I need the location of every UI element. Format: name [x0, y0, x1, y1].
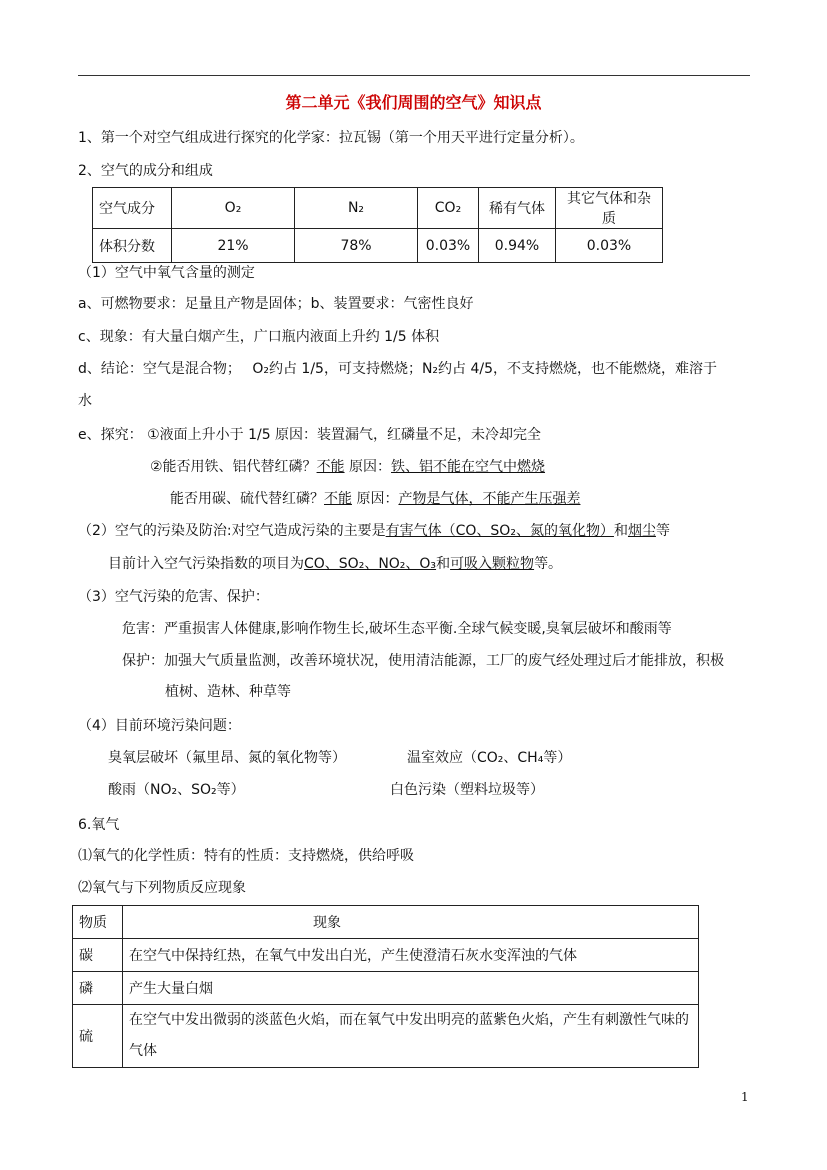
issue-acid-rain: 酸雨（NO₂、SO₂等）: [108, 782, 245, 798]
answer-text: 不能: [316, 459, 345, 475]
section-3-protect-cont: 植树、造林、种草等: [165, 684, 291, 700]
pollutant-gases: 有害气体（CO、SO₂、氮的氧化物）: [385, 523, 614, 539]
table-cell: 21%: [172, 229, 295, 263]
reason-label: 原因：: [344, 459, 392, 475]
section-1-title: （1）空气中氧气含量的测定: [78, 265, 255, 281]
table-row: [93, 229, 663, 263]
reason-label: 原因：: [352, 491, 399, 507]
issue-ozone: 臭氧层破坏（氟里昂、氮的氧化物等）: [108, 750, 346, 766]
page-title: 第二单元《我们周围的空气》知识点: [285, 93, 542, 112]
table-cell: 稀有气体: [479, 188, 556, 229]
section-6-2: ⑵氧气与下列物质反应现象: [78, 880, 246, 896]
section-6-1: ⑴氧气的化学性质：特有的性质：支持燃烧，供给呼吸: [78, 848, 414, 864]
section-2-text: 等: [655, 523, 670, 539]
section-2: [78, 521, 670, 541]
section-2-index: [108, 554, 562, 574]
table-cell: 磷: [73, 972, 123, 1005]
table-row: [73, 1005, 699, 1068]
section-2-text: 目前计入空气污染指数的项目为: [108, 556, 304, 572]
table-cell: 0.03%: [418, 229, 479, 263]
page-number: 1: [741, 1090, 749, 1104]
table-cell: 碳: [73, 939, 123, 972]
reason-text: 铁、铝不能在空气中燃烧: [391, 459, 546, 475]
index-particles: 可吸入颗粒物: [450, 556, 535, 572]
header-rule: [78, 75, 750, 76]
table-cell: 0.03%: [556, 229, 663, 263]
table-row: [73, 939, 699, 972]
section-1-a: a、可燃物要求：足量且产物是固体；b、装置要求：气密性良好: [78, 296, 474, 312]
section-2-text: 和: [436, 556, 451, 572]
section-1-e: e、探究： ①液面上升小于 1/5 原因：装置漏气，红磷量不足，未冷却完全: [78, 427, 542, 443]
table-cell: 在空气中保持红热，在氧气中发出白光，产生使澄清石灰水变浑浊的气体: [123, 939, 699, 972]
pollutant-dust: 烟尘: [627, 523, 656, 539]
table-header-row: [93, 188, 663, 229]
point-1: 1、第一个对空气组成进行探究的化学家：拉瓦锡（第一个用天平进行定量分析）。: [78, 130, 584, 146]
section-1-d-cont: 水: [78, 393, 92, 409]
question-text: ②能否用铁、铝代替红磷？: [150, 459, 317, 475]
reason-text: 产物是气体，不能产生压强差: [398, 491, 581, 507]
section-3-harm: 危害：严重损害人体健康,影响作物生长,破坏生态平衡.全球气候变暖,臭氧层破坏和酸雨等: [122, 621, 672, 637]
point-2: 2、空气的成分和组成: [78, 163, 213, 179]
section-1-d: d、结论：空气是混合物； O₂约占 1/5，可支持燃烧；N₂约占 4/5，不支持燃烧，也不能燃烧，难溶于: [78, 361, 718, 377]
section-6-title: 6.氧气: [78, 817, 120, 833]
table-cell: 0.94%: [479, 229, 556, 263]
section-2-text: （2）空气的污染及防治:对空气造成污染的主要是: [78, 523, 386, 539]
table-cell: 体积分数: [93, 229, 172, 263]
table-row: [73, 972, 699, 1005]
section-4-title: （4）目前环境污染问题：: [78, 718, 241, 734]
table-cell: N₂: [295, 188, 418, 229]
table-cell: 物质: [73, 906, 123, 939]
issue-greenhouse: 温室效应（CO₂、CH₄等）: [407, 750, 572, 766]
table-cell: 其它气体和杂质: [556, 188, 663, 229]
section-2-text: 和: [613, 523, 628, 539]
table-cell: 在空气中发出微弱的淡蓝色火焰，而在氧气中发出明亮的蓝紫色火焰，产生有刺激性气味的气体: [123, 1005, 699, 1068]
section-2-text: 等。: [534, 556, 563, 572]
section-1-c: c、现象：有大量白烟产生，广口瓶内液面上升约 1/5 体积: [78, 329, 440, 345]
table-cell: O₂: [172, 188, 295, 229]
table-cell: 产生大量白烟: [123, 972, 699, 1005]
question-text: 能否用碳、硫代替红磷？: [170, 491, 324, 507]
oxygen-reaction-table: [72, 905, 699, 1068]
table-cell: 现象: [123, 906, 699, 939]
table-cell: CO₂: [418, 188, 479, 229]
table-cell: 硫: [73, 1005, 123, 1068]
index-gases: CO、SO₂、NO₂、O₃: [304, 556, 437, 572]
table-header-row: [73, 906, 699, 939]
table-cell: 78%: [295, 229, 418, 263]
air-composition-table: [92, 187, 663, 263]
answer-text: 不能: [324, 491, 352, 507]
section-3-protect: 保护：加强大气质量监测，改善环境状况，使用清洁能源，工厂的废气经处理过后才能排放，积极: [122, 653, 724, 669]
section-3-title: （3）空气污染的危害、保护：: [78, 589, 269, 605]
section-1-e2: [150, 457, 545, 477]
table-cell: 空气成分: [93, 188, 172, 229]
section-1-e3: [170, 489, 580, 509]
issue-white-pollution: 白色污染（塑料垃圾等）: [390, 782, 544, 798]
